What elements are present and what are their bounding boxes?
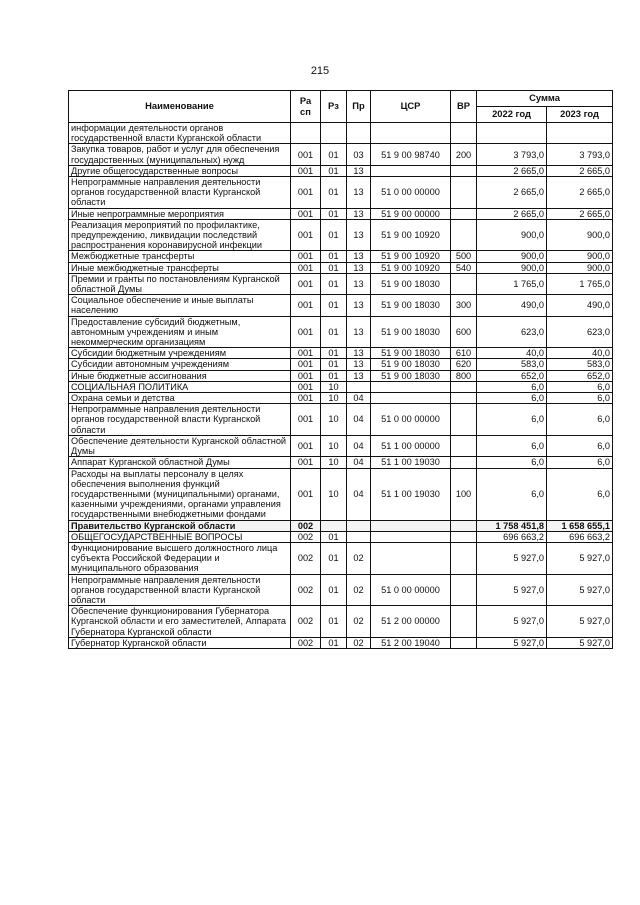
row-vr-cell — [451, 404, 477, 436]
row-name-cell: Обеспечение функционирования Губернатора Курганской области и его заместителей, Аппарата Губернатора Курганской области — [69, 606, 291, 638]
row-rasp-cell: 001 — [291, 219, 321, 251]
header-sum: Сумма — [477, 91, 613, 107]
row-vr-cell: 200 — [451, 144, 477, 165]
table-row — [69, 520, 613, 531]
row-rz-cell: 01 — [321, 359, 347, 370]
row-vr-cell — [451, 435, 477, 456]
row-2023-cell: 900,0 — [547, 219, 613, 251]
row-rz-cell: 01 — [321, 177, 347, 209]
row-2022-cell: 696 663,2 — [477, 531, 547, 542]
row-2022-cell — [477, 123, 547, 144]
row-vr-cell — [451, 177, 477, 209]
row-rasp-cell: 001 — [291, 404, 321, 436]
row-name-cell: Иные бюджетные ассигнования — [69, 370, 291, 381]
row-name-cell: Субсидии бюджетным учреждениям — [69, 348, 291, 359]
row-2022-cell: 900,0 — [477, 251, 547, 262]
row-2023-cell — [547, 123, 613, 144]
row-vr-cell: 500 — [451, 251, 477, 262]
row-rz-cell: 01 — [321, 251, 347, 262]
row-2022-cell: 5 927,0 — [477, 637, 547, 648]
row-vr-cell — [451, 123, 477, 144]
row-csr-cell — [371, 393, 451, 404]
budget-table — [68, 90, 613, 649]
row-csr-cell — [371, 542, 451, 574]
row-csr-cell: 51 9 00 10920 — [371, 262, 451, 273]
row-name-cell: Социальное обеспечение и иные выплаты населению — [69, 295, 291, 316]
row-name-cell: Губернатор Курганской области — [69, 637, 291, 648]
row-rasp-cell: 001 — [291, 381, 321, 392]
row-name-cell: Иные межбюджетные трансферты — [69, 262, 291, 273]
header-rasp — [291, 91, 321, 123]
table-row — [69, 393, 613, 404]
table-row — [69, 177, 613, 209]
row-pr-cell: 02 — [347, 637, 371, 648]
row-2023-cell: 5 927,0 — [547, 542, 613, 574]
row-csr-cell: 51 9 00 18030 — [371, 370, 451, 381]
row-rz-cell: 01 — [321, 295, 347, 316]
row-rz-cell: 01 — [321, 273, 347, 294]
row-rasp-cell — [291, 123, 321, 144]
row-name-cell: СОЦИАЛЬНАЯ ПОЛИТИКА — [69, 381, 291, 392]
row-2022-cell: 6,0 — [477, 457, 547, 468]
row-rasp-cell: 001 — [291, 435, 321, 456]
row-rz-cell: 01 — [321, 316, 347, 348]
row-vr-cell — [451, 574, 477, 606]
row-2023-cell: 2 665,0 — [547, 208, 613, 219]
header-year-2023: 2023 год — [547, 107, 613, 123]
row-2023-cell: 900,0 — [547, 262, 613, 273]
row-rz-cell: 01 — [321, 219, 347, 251]
row-rz-cell: 01 — [321, 208, 347, 219]
row-pr-cell: 02 — [347, 606, 371, 638]
row-2023-cell: 583,0 — [547, 359, 613, 370]
row-2022-cell: 5 927,0 — [477, 542, 547, 574]
row-vr-cell: 300 — [451, 295, 477, 316]
row-2023-cell: 900,0 — [547, 251, 613, 262]
row-pr-cell: 13 — [347, 208, 371, 219]
row-rz-cell: 10 — [321, 381, 347, 392]
row-rz-cell: 10 — [321, 435, 347, 456]
row-csr-cell: 51 1 00 19030 — [371, 457, 451, 468]
row-2023-cell: 1 658 655,1 — [547, 520, 613, 531]
row-2023-cell: 1 765,0 — [547, 273, 613, 294]
row-rasp-cell: 001 — [291, 295, 321, 316]
row-rasp-cell: 001 — [291, 468, 321, 520]
row-name-cell: Функционирование высшего должностного лица субъекта Российской Федерации и муниципального образования — [69, 542, 291, 574]
row-rasp-cell: 001 — [291, 348, 321, 359]
row-rasp-cell: 001 — [291, 359, 321, 370]
row-csr-cell: 51 9 00 18030 — [371, 273, 451, 294]
row-2023-cell: 5 927,0 — [547, 574, 613, 606]
row-2022-cell: 2 665,0 — [477, 165, 547, 176]
row-rasp-cell: 001 — [291, 251, 321, 262]
row-2022-cell: 5 927,0 — [477, 574, 547, 606]
table-row — [69, 316, 613, 348]
row-name-cell: ОБЩЕГОСУДАРСТВЕННЫЕ ВОПРОСЫ — [69, 531, 291, 542]
table-row — [69, 542, 613, 574]
row-2022-cell: 652,0 — [477, 370, 547, 381]
row-2023-cell: 2 665,0 — [547, 177, 613, 209]
row-pr-cell: 13 — [347, 165, 371, 176]
row-rasp-cell: 001 — [291, 144, 321, 165]
row-pr-cell: 13 — [347, 251, 371, 262]
row-pr-cell: 13 — [347, 219, 371, 251]
row-rz-cell — [321, 123, 347, 144]
row-name-cell: Расходы на выплаты персоналу в целях обеспечения выполнения функций государственными (муниципальными) органами, казенными учреждениями, органами управления государственными внебюджетными фондами — [69, 468, 291, 520]
row-vr-cell: 610 — [451, 348, 477, 359]
row-vr-cell: 540 — [451, 262, 477, 273]
row-pr-cell: 02 — [347, 574, 371, 606]
row-rz-cell: 01 — [321, 348, 347, 359]
table-row — [69, 574, 613, 606]
row-rz-cell: 01 — [321, 165, 347, 176]
row-rasp-cell: 002 — [291, 574, 321, 606]
row-vr-cell — [451, 542, 477, 574]
row-csr-cell: 51 9 00 18030 — [371, 348, 451, 359]
row-pr-cell — [347, 520, 371, 531]
table-row — [69, 359, 613, 370]
row-rasp-cell: 001 — [291, 457, 321, 468]
page-number: 215 — [310, 65, 330, 77]
row-name-cell: Непрограммные направления деятельности органов государственной власти Курганской области — [69, 404, 291, 436]
row-2022-cell: 6,0 — [477, 468, 547, 520]
row-vr-cell — [451, 208, 477, 219]
row-name-cell: Непрограммные направления деятельности органов государственной власти Курганской области — [69, 177, 291, 209]
row-rz-cell: 01 — [321, 370, 347, 381]
row-rasp-cell: 001 — [291, 273, 321, 294]
header-name: Наименование — [69, 91, 291, 123]
row-csr-cell — [371, 381, 451, 392]
header-csr: ЦСР — [371, 91, 451, 123]
table-row — [69, 208, 613, 219]
row-rasp-cell: 002 — [291, 520, 321, 531]
row-pr-cell: 13 — [347, 295, 371, 316]
row-vr-cell — [451, 219, 477, 251]
row-2022-cell: 2 665,0 — [477, 208, 547, 219]
row-name-cell: Обеспечение деятельности Курганской областной Думы — [69, 435, 291, 456]
row-pr-cell: 02 — [347, 542, 371, 574]
table-row — [69, 144, 613, 165]
row-name-cell: Непрограммные направления деятельности органов государственной власти Курганской области — [69, 574, 291, 606]
header-vr: ВР — [451, 91, 477, 123]
row-csr-cell — [371, 520, 451, 531]
header-rasp-top: Ра — [299, 95, 312, 107]
row-rz-cell — [321, 520, 347, 531]
row-2022-cell: 6,0 — [477, 404, 547, 436]
row-rz-cell: 01 — [321, 262, 347, 273]
row-csr-cell — [371, 531, 451, 542]
row-rz-cell: 01 — [321, 144, 347, 165]
row-name-cell: Субсидии автономным учреждениям — [69, 359, 291, 370]
row-2023-cell: 6,0 — [547, 393, 613, 404]
row-2022-cell: 583,0 — [477, 359, 547, 370]
header-pr: Пр — [347, 91, 371, 123]
table-row — [69, 435, 613, 456]
row-2022-cell: 1 758 451,8 — [477, 520, 547, 531]
row-rasp-cell: 001 — [291, 262, 321, 273]
table-row — [69, 468, 613, 520]
row-2022-cell: 623,0 — [477, 316, 547, 348]
table-row — [69, 262, 613, 273]
row-pr-cell — [347, 381, 371, 392]
row-vr-cell — [451, 457, 477, 468]
row-vr-cell: 620 — [451, 359, 477, 370]
row-2023-cell: 2 665,0 — [547, 165, 613, 176]
row-rasp-cell: 002 — [291, 531, 321, 542]
row-csr-cell: 51 0 00 00000 — [371, 574, 451, 606]
row-vr-cell: 600 — [451, 316, 477, 348]
row-rasp-cell: 001 — [291, 165, 321, 176]
row-vr-cell — [451, 381, 477, 392]
table-row — [69, 295, 613, 316]
header-rz: Рз — [321, 91, 347, 123]
row-name-cell: Премии и гранты по постановлениям Курганской областной Думы — [69, 273, 291, 294]
table-body — [69, 123, 613, 649]
row-csr-cell: 51 2 00 19040 — [371, 637, 451, 648]
row-csr-cell — [371, 123, 451, 144]
table-row — [69, 165, 613, 176]
row-rz-cell: 01 — [321, 542, 347, 574]
row-pr-cell: 04 — [347, 468, 371, 520]
table-row — [69, 457, 613, 468]
row-pr-cell: 13 — [347, 359, 371, 370]
row-rz-cell: 10 — [321, 457, 347, 468]
table-row — [69, 404, 613, 436]
row-rasp-cell: 001 — [291, 370, 321, 381]
table-row — [69, 348, 613, 359]
row-2022-cell: 2 665,0 — [477, 177, 547, 209]
row-rz-cell: 10 — [321, 404, 347, 436]
row-rz-cell: 01 — [321, 606, 347, 638]
row-2023-cell: 6,0 — [547, 435, 613, 456]
row-vr-cell — [451, 273, 477, 294]
row-vr-cell — [451, 520, 477, 531]
row-rz-cell: 10 — [321, 468, 347, 520]
row-rasp-cell: 001 — [291, 393, 321, 404]
row-rasp-cell: 001 — [291, 177, 321, 209]
table-row — [69, 123, 613, 144]
row-rasp-cell: 001 — [291, 208, 321, 219]
row-2023-cell: 40,0 — [547, 348, 613, 359]
row-2023-cell: 623,0 — [547, 316, 613, 348]
table-row — [69, 531, 613, 542]
row-pr-cell: 03 — [347, 144, 371, 165]
row-pr-cell: 13 — [347, 177, 371, 209]
row-rz-cell: 01 — [321, 637, 347, 648]
row-csr-cell: 51 1 00 00000 — [371, 435, 451, 456]
row-2023-cell: 6,0 — [547, 457, 613, 468]
row-vr-cell — [451, 393, 477, 404]
row-csr-cell: 51 9 00 18030 — [371, 295, 451, 316]
row-2022-cell: 6,0 — [477, 435, 547, 456]
row-pr-cell: 04 — [347, 457, 371, 468]
row-vr-cell — [451, 531, 477, 542]
row-csr-cell: 51 0 00 00000 — [371, 404, 451, 436]
row-csr-cell: 51 0 00 00000 — [371, 177, 451, 209]
table-row — [69, 273, 613, 294]
row-pr-cell — [347, 123, 371, 144]
row-name-cell: Иные непрограммные мероприятия — [69, 208, 291, 219]
row-2023-cell: 652,0 — [547, 370, 613, 381]
row-vr-cell — [451, 165, 477, 176]
row-name-cell: Реализация мероприятий по профилактике, предупреждению, ликвидации последствий распространения коронавирусной инфекции — [69, 219, 291, 251]
row-pr-cell: 13 — [347, 273, 371, 294]
row-rasp-cell: 001 — [291, 316, 321, 348]
table-row — [69, 606, 613, 638]
row-pr-cell: 13 — [347, 348, 371, 359]
header-year-2022: 2022 год — [477, 107, 547, 123]
row-2022-cell: 6,0 — [477, 381, 547, 392]
row-2022-cell: 1 765,0 — [477, 273, 547, 294]
row-name-cell: Другие общегосударственные вопросы — [69, 165, 291, 176]
row-pr-cell — [347, 531, 371, 542]
row-vr-cell: 800 — [451, 370, 477, 381]
row-rz-cell: 01 — [321, 574, 347, 606]
row-2023-cell: 490,0 — [547, 295, 613, 316]
row-csr-cell: 51 9 00 98740 — [371, 144, 451, 165]
table-row — [69, 637, 613, 648]
row-csr-cell: 51 9 00 18030 — [371, 316, 451, 348]
row-name-cell: Охрана семьи и детства — [69, 393, 291, 404]
row-2023-cell: 696 663,2 — [547, 531, 613, 542]
row-2023-cell: 5 927,0 — [547, 637, 613, 648]
row-rz-cell: 10 — [321, 393, 347, 404]
row-pr-cell: 13 — [347, 370, 371, 381]
row-2022-cell: 6,0 — [477, 393, 547, 404]
row-name-cell: информации деятельности органов государственной власти Курганской области — [69, 123, 291, 144]
header-rasp-bottom: сп — [300, 105, 311, 117]
row-csr-cell: 51 9 00 10920 — [371, 251, 451, 262]
row-2022-cell: 490,0 — [477, 295, 547, 316]
row-rasp-cell: 002 — [291, 606, 321, 638]
row-name-cell: Предоставление субсидий бюджетным, автономным учреждениям и иным некоммерческим организациям — [69, 316, 291, 348]
table-row — [69, 370, 613, 381]
row-name-cell: Межбюджетные трансферты — [69, 251, 291, 262]
row-csr-cell: 51 9 00 10920 — [371, 219, 451, 251]
row-2023-cell: 6,0 — [547, 468, 613, 520]
row-2023-cell: 6,0 — [547, 381, 613, 392]
row-pr-cell: 04 — [347, 393, 371, 404]
row-pr-cell: 04 — [347, 435, 371, 456]
row-csr-cell: 51 9 00 18030 — [371, 359, 451, 370]
row-csr-cell: 51 1 00 19030 — [371, 468, 451, 520]
row-vr-cell: 100 — [451, 468, 477, 520]
row-2022-cell: 40,0 — [477, 348, 547, 359]
table-row — [69, 381, 613, 392]
row-2022-cell: 900,0 — [477, 219, 547, 251]
row-rasp-cell: 002 — [291, 542, 321, 574]
row-pr-cell: 13 — [347, 262, 371, 273]
row-2022-cell: 5 927,0 — [477, 606, 547, 638]
row-name-cell: Правительство Курганской области — [69, 520, 291, 531]
row-csr-cell: 51 9 00 00000 — [371, 208, 451, 219]
row-csr-cell — [371, 165, 451, 176]
table-row — [69, 219, 613, 251]
row-rasp-cell: 002 — [291, 637, 321, 648]
row-2023-cell: 5 927,0 — [547, 606, 613, 638]
row-name-cell: Аппарат Курганской областной Думы — [69, 457, 291, 468]
row-2022-cell: 900,0 — [477, 262, 547, 273]
row-pr-cell: 04 — [347, 404, 371, 436]
table-row — [69, 251, 613, 262]
row-2023-cell: 3 793,0 — [547, 144, 613, 165]
row-rz-cell: 01 — [321, 531, 347, 542]
row-name-cell: Закупка товаров, работ и услуг для обеспечения государственных (муниципальных) нужд — [69, 144, 291, 165]
row-2022-cell: 3 793,0 — [477, 144, 547, 165]
row-vr-cell — [451, 637, 477, 648]
row-vr-cell — [451, 606, 477, 638]
row-pr-cell: 13 — [347, 316, 371, 348]
row-csr-cell: 51 2 00 00000 — [371, 606, 451, 638]
row-2023-cell: 6,0 — [547, 404, 613, 436]
